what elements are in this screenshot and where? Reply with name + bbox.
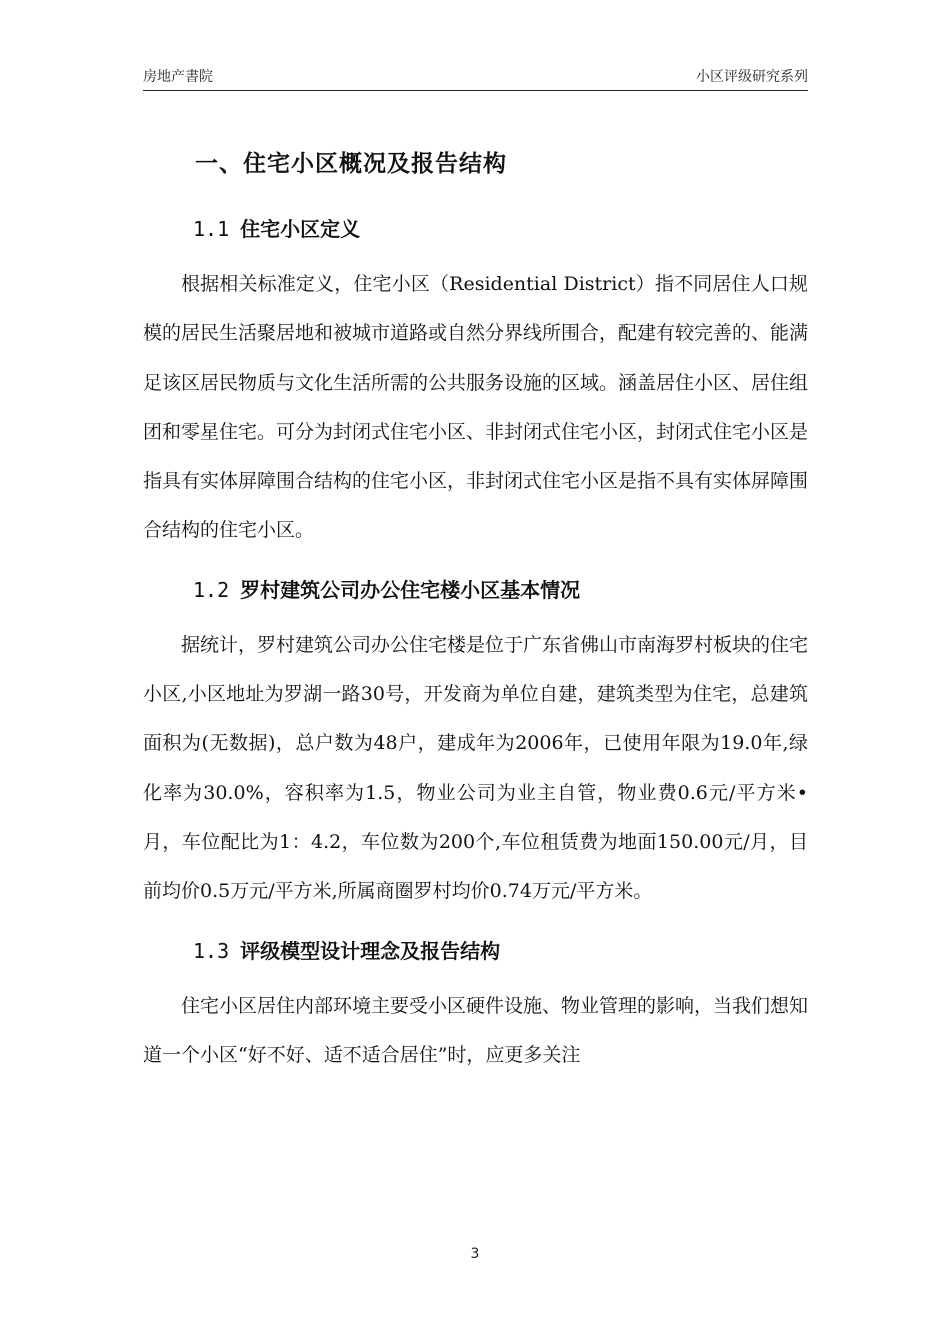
section-number: 1.3 xyxy=(193,938,230,963)
section-1-1-paragraph: 根据相关标准定义，住宅小区（Residential District）指不同居住人口规模的居民生活聚居地和被城市道路或自然分界线所围合，配建有较完善的、能满足该区居民物质与文化生活所需的公共服务设施的区域。涵盖居住小区、居住组团和零星住宅。可分为封闭式住宅小区、非封闭式住宅小区，封闭式住宅小区是指具有实体屏障围合结构的住宅小区，非封闭式住宅小区是指不具有实体屏障围合结构的住宅小区。 xyxy=(143,273,809,542)
page-number: 3 xyxy=(470,1246,480,1262)
section-1-3-paragraph: 住宅小区居住内部环境主要受小区硬件设施、物业管理的影响，当我们想知道一个小区“好不好、适不适合居住”时，应更多关注 xyxy=(143,994,809,1066)
section-title: 评级模型设计理念及报告结构 xyxy=(240,938,501,963)
section-title: 住宅小区定义 xyxy=(240,217,361,241)
section-heading-1-3 xyxy=(143,932,808,970)
section-number: 1.2 xyxy=(193,577,230,602)
header-right-text: 小区评级研究系列 xyxy=(696,69,808,85)
header-left-text: 房地产書院 xyxy=(143,69,213,85)
section-heading-1-2 xyxy=(143,571,808,609)
section-number: 1.1 xyxy=(193,217,230,241)
chapter-title: 一、住宅小区概况及报告结构 xyxy=(195,151,507,177)
page-body xyxy=(143,138,808,1080)
section-heading-1-1 xyxy=(143,210,808,248)
section-1-2-paragraph: 据统计，罗村建筑公司办公住宅楼是位于广东省佛山市南海罗村板块的住宅小区,小区地址为罗湖一路30号，开发商为单位自建，建筑类型为住宅，总建筑面积为(无数据)，总户数为48户，建成年为2006年，已使用年限为19.0年,绿化率为30.0%，容积率为1.5，物业公司为业主自管，物业费0.6元/平方米•月，车位配比为1：4.2，车位数为200个,车位租赁费为地面150.00元/月，目前均价0.5万元/平方米,所属商圈罗村均价0.74万元/平方米。 xyxy=(143,633,809,903)
page-header xyxy=(143,64,808,91)
section-title: 罗村建筑公司办公住宅楼小区基本情况 xyxy=(240,577,581,602)
